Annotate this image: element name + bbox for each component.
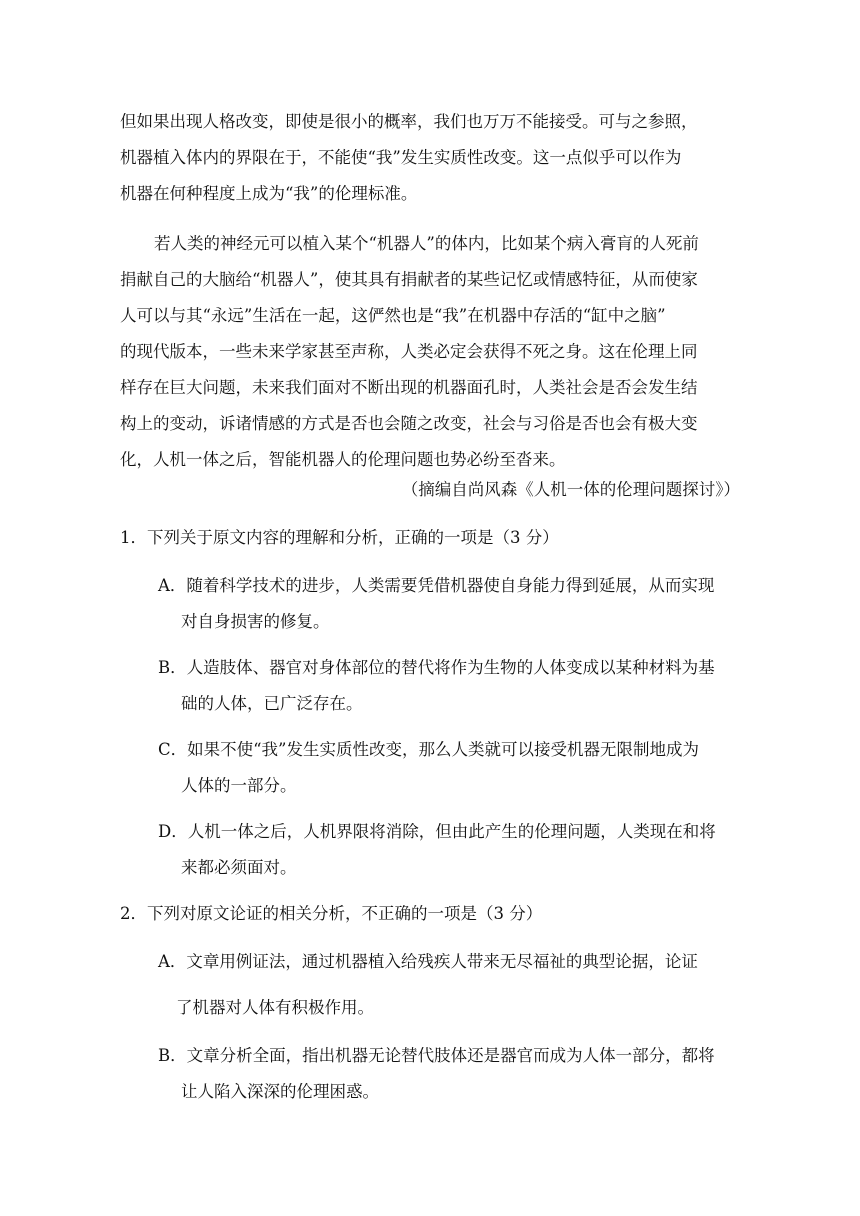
option-line: B．文章分析全面，指出机器无论替代肢体还是器官而成为人体一部分，都将 [158, 1046, 715, 1065]
question-stem: 2．下列对原文论证的相关分析，不正确的一项是（3 分） [120, 904, 543, 923]
text-line: 人可以与其“永远”生活在一起，这俨然也是“我”在机器中存活的“缸中之脑” [120, 306, 666, 325]
text-line: 化，人机一体之后，智能机器人的伦理问题也势必纷至沓来。 [120, 450, 566, 469]
option-line: B．人造肢体、器官对身体部位的替代将作为生物的人体变成以某种材料为基 [158, 658, 715, 677]
option-line: 了机器对人体有积极作用。 [176, 998, 374, 1017]
question-stem: 1．下列关于原文内容的理解和分析，正确的一项是（3 分） [120, 528, 559, 547]
option-line: A．随着科学技术的进步，人类需要凭借机器使自身能力得到延展，从而实现 [158, 576, 715, 595]
text-line: 机器植入体内的界限在于，不能使“我”发生实质性改变。这一点似乎可以作为 [120, 148, 682, 167]
option-line: 础的人体，已广泛存在。 [181, 694, 363, 713]
text-line: 若人类的神经元可以植入某个“机器人”的体内，比如某个病入膏肓的人死前 [154, 234, 699, 253]
option-line: D．人机一体之后，人机界限将消除，但由此产生的伦理问题，人类现在和将 [158, 822, 716, 841]
text-line: 捐献自己的大脑给“机器人”，使其具有捐献者的某些记忆或情感特征，从而使家 [120, 270, 698, 289]
text-line: 的现代版本，一些未来学家甚至声称，人类必定会获得不死之身。这在伦理上同 [120, 342, 698, 361]
option-line: C．如果不使“我”发生实质性改变，那么人类就可以接受机器无限制地成为 [158, 740, 699, 759]
option-line: 来都必须面对。 [181, 858, 297, 877]
text-line: 机器在何种程度上成为“我”的伦理标准。 [120, 184, 418, 203]
text-line: 样存在巨大问题，未来我们面对不断出现的机器面孔时，人类社会是否会发生结 [120, 378, 698, 397]
source-citation: （摘编自尚风森《人机一体的伦理问题探讨》） [401, 480, 740, 499]
option-line: A．文章用例证法，通过机器植入给残疾人带来无尽福祉的典型论据，论证 [158, 952, 698, 971]
option-line: 人体的一部分。 [181, 776, 297, 795]
text-line: 构上的变动，诉诸情感的方式是否也会随之改变，社会与习俗是否也会有极大变 [120, 414, 698, 433]
option-line: 让人陷入深深的伦理困惑。 [181, 1082, 379, 1101]
option-line: 对自身损害的修复。 [181, 612, 330, 631]
text-line: 但如果出现人格改变，即使是很小的概率，我们也万万不能接受。可与之参照， [120, 112, 698, 131]
